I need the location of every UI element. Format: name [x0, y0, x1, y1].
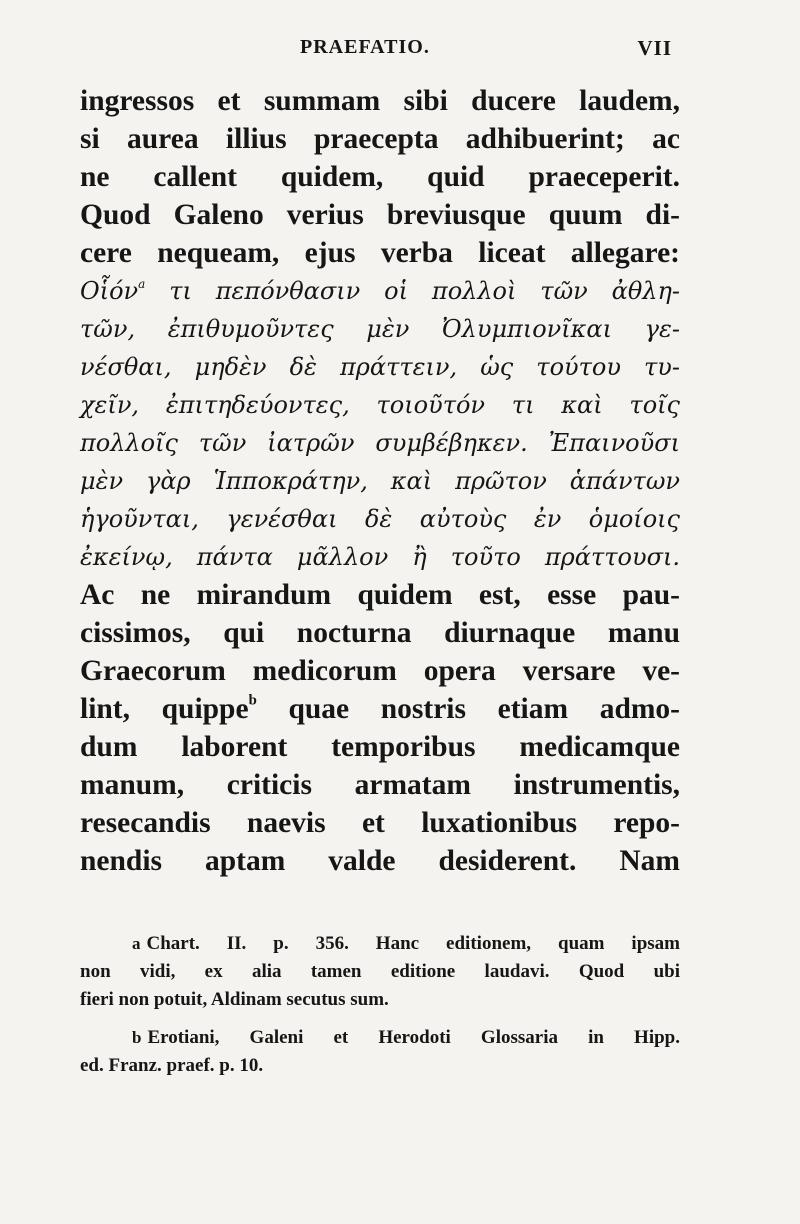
text-fragment: lint, quippe	[80, 693, 249, 725]
text-line	[80, 690, 680, 728]
text-line: Graecorum medicorum opera versare ve-	[80, 655, 680, 687]
text-fragment: quae nostris etiam admo-	[288, 693, 680, 725]
running-header	[300, 36, 672, 66]
footnote-ref-a[interactable]: a	[138, 277, 146, 292]
footnote-a-line: fieri non potuit, Aldinam secutus sum.	[80, 989, 389, 1010]
greek-line: πολλοῖς τῶν ἰατρῶν συμβέβηκεν. Ἐπαινοῦσι	[80, 429, 680, 457]
text-line: manum, criticis armatam instrumentis,	[80, 769, 680, 801]
running-title: PRAEFATIO.	[300, 36, 430, 58]
footnote-b-line	[80, 1024, 680, 1052]
footnote-ref-b[interactable]: b	[248, 692, 257, 709]
page-number: VII	[637, 36, 672, 60]
greek-line	[80, 272, 680, 310]
greek-text: τι πεπόνθασιν οἱ πολλοὶ τῶν ἀθλη-	[169, 277, 680, 305]
greek-line: μὲν γὰρ Ἱπποκράτην, καὶ πρῶτον ἁπάντων	[80, 467, 680, 495]
footnote-b-line: ed. Franz. praef. p. 10.	[80, 1055, 264, 1076]
greek-line: ἐκείνῳ, πάντα μᾶλλον ἢ τοῦτο πράττουσι.	[80, 543, 680, 571]
text-line: si aurea illius praecepta adhibuerint; ac	[80, 123, 680, 155]
text-line: ingressos et summam sibi ducere laudem,	[80, 85, 680, 117]
footnote-mark: a	[132, 934, 141, 953]
footnote-mark: b	[132, 1028, 142, 1047]
footnote-text: Chart. II. p. 356. Hanc editionem, quam ipsam	[146, 933, 680, 954]
text-line: dum laborent temporibus medicamque	[80, 731, 680, 763]
greek-line: νέσθαι, μηδὲν δὲ πράττειν, ὡς τούτου τυ-	[80, 353, 680, 381]
greek-line: χεῖν, ἐπιτηδεύοντες, τοιοῦτόν τι καὶ τοῖς	[80, 391, 680, 419]
text-line: nendis aptam valde desiderent. Nam	[80, 845, 680, 877]
greek-line: τῶν, ἐπιθυμοῦντες μὲν Ὀλυμπιονῖκαι γε-	[80, 315, 680, 343]
footnotes	[80, 930, 680, 1080]
text-line: Ac ne mirandum quidem est, esse pau-	[80, 579, 680, 611]
greek-word: Οἷόν	[80, 277, 139, 305]
footnote-a-line: non vidi, ex alia tamen editione laudavi. Quod ubi	[80, 961, 680, 982]
text-line: ne callent quidem, quid praeceperit.	[80, 161, 680, 193]
main-text	[80, 82, 680, 880]
greek-line: ἡγοῦνται, γενέσθαι δὲ αὐτοὺς ἐν ὁμοίοις	[80, 505, 680, 533]
text-line: cissimos, qui nocturna diurnaque manu	[80, 617, 680, 649]
text-line: resecandis naevis et luxationibus repo-	[80, 807, 680, 839]
text-line: cere nequeam, ejus verba liceat allegare:	[80, 237, 680, 269]
footnote-text: Erotiani, Galeni et Herodoti Glossaria in Hipp.	[147, 1027, 680, 1048]
text-line: Quod Galeno verius breviusque quum di-	[80, 199, 680, 231]
footnote-a-line	[80, 930, 680, 958]
